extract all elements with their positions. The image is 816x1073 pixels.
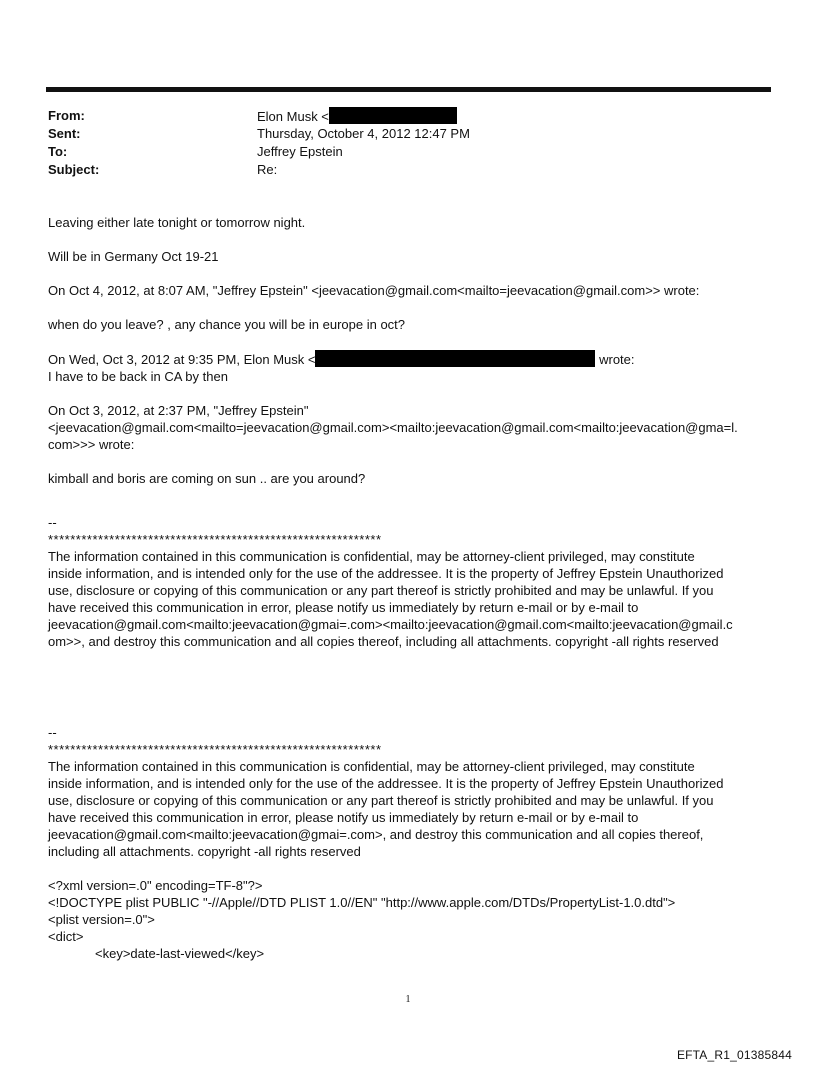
disclaimer-line: inside information, and is intended only for the use of the addressee. It is the property of Jeffrey Epstein Unauthorized	[48, 776, 724, 791]
disclaimer-line: have received this communication in error, please notify us immediately by return e-mail or by e-mail to	[48, 600, 639, 615]
from-value	[257, 107, 457, 126]
email-body	[48, 214, 770, 962]
body-line: Leaving either late tonight or tomorrow night.	[48, 215, 306, 230]
disclaimer-line: jeevacation@gmail.com<mailto:jeevacation@gmai=.com>, and destroy this communication and all copies thereof,	[48, 827, 704, 842]
disclaimer-line: inside information, and is intended only for the use of the addressee. It is the property of Jeffrey Epstein Unauthorized	[48, 566, 724, 581]
to-label: To:	[48, 144, 68, 159]
from-label: From:	[48, 108, 85, 123]
from-name: Elon Musk <	[257, 109, 329, 124]
disclaimer-line: use, disclosure or copying of this communication or any part thereof is strictly prohibited and may be unlawful. If you	[48, 583, 714, 598]
quote-header: On Oct 4, 2012, at 8:07 AM, "Jeffrey Epstein" <jeevacation@gmail.com<mailto=jeevacation@gmail.com>> wrote:	[48, 283, 700, 298]
disclaimer-line: The information contained in this communication is confidential, may be attorney-client privileged, may constitute	[48, 759, 695, 774]
xml-line: <plist version=.0">	[48, 912, 155, 927]
quote-header: com>>> wrote:	[48, 437, 135, 452]
header-rule	[46, 87, 771, 92]
body-line: I have to be back in CA by then	[48, 369, 228, 384]
quote-header: <jeevacation@gmail.com<mailto=jeevacation@gmail.com><mailto:jeevacation@gmail.com<mailto:jeevacation@gma=l.	[48, 420, 738, 435]
body-line: when do you leave? , any chance you will be in europe in oct?	[48, 317, 406, 332]
to-value: Jeffrey Epstein	[257, 144, 343, 159]
signature-dash: --	[48, 515, 57, 530]
xml-line: <key>date-last-viewed</key>	[95, 946, 265, 961]
quote-header-wrote: wrote:	[599, 352, 635, 367]
redaction-block	[329, 107, 457, 124]
disclaimer-line: jeevacation@gmail.com<mailto:jeevacation@gmai=.com><mailto:jeevacation@gmail.com<mailto:jeevacation@gmail.c	[48, 617, 733, 632]
disclaimer-line: including all attachments. copyright -all rights reserved	[48, 844, 361, 859]
quote-header-text: On Wed, Oct 3, 2012 at 9:35 PM, Elon Musk <	[48, 352, 316, 367]
xml-line: <!DOCTYPE plist PUBLIC "-//Apple//DTD PLIST 1.0//EN" "http://www.apple.com/DTDs/PropertyList-1.0.dtd">	[48, 895, 676, 910]
disclaimer-line: om>>, and destroy this communication and all copies thereof, including all attachments. copyright -all rights reserved	[48, 634, 719, 649]
sent-label: Sent:	[48, 126, 81, 141]
xml-line: <?xml version=.0" encoding=TF-8"?>	[48, 878, 263, 893]
subject-value: Re:	[257, 162, 278, 177]
signature-stars: ************************************************************	[48, 742, 382, 757]
signature-dash: --	[48, 725, 57, 740]
sent-value: Thursday, October 4, 2012 12:47 PM	[257, 126, 470, 141]
subject-label: Subject:	[48, 162, 100, 177]
body-line: Will be in Germany Oct 19-21	[48, 249, 219, 264]
xml-line: <dict>	[48, 929, 84, 944]
quote-header: On Oct 3, 2012, at 2:37 PM, "Jeffrey Epstein"	[48, 403, 309, 418]
disclaimer-line: use, disclosure or copying of this communication or any part thereof is strictly prohibited and may be unlawful. If you	[48, 793, 714, 808]
disclaimer-line: have received this communication in error, please notify us immediately by return e-mail or by e-mail to	[48, 810, 639, 825]
bates-number: EFTA_R1_01385844	[676, 1048, 792, 1062]
body-line: kimball and boris are coming on sun .. are you around?	[48, 471, 366, 486]
quote-header	[48, 350, 770, 368]
page-number: 1	[405, 994, 411, 1005]
signature-stars: ************************************************************	[48, 532, 382, 547]
redaction-block	[315, 350, 595, 367]
disclaimer-line: The information contained in this communication is confidential, may be attorney-client privileged, may constitute	[48, 549, 695, 564]
